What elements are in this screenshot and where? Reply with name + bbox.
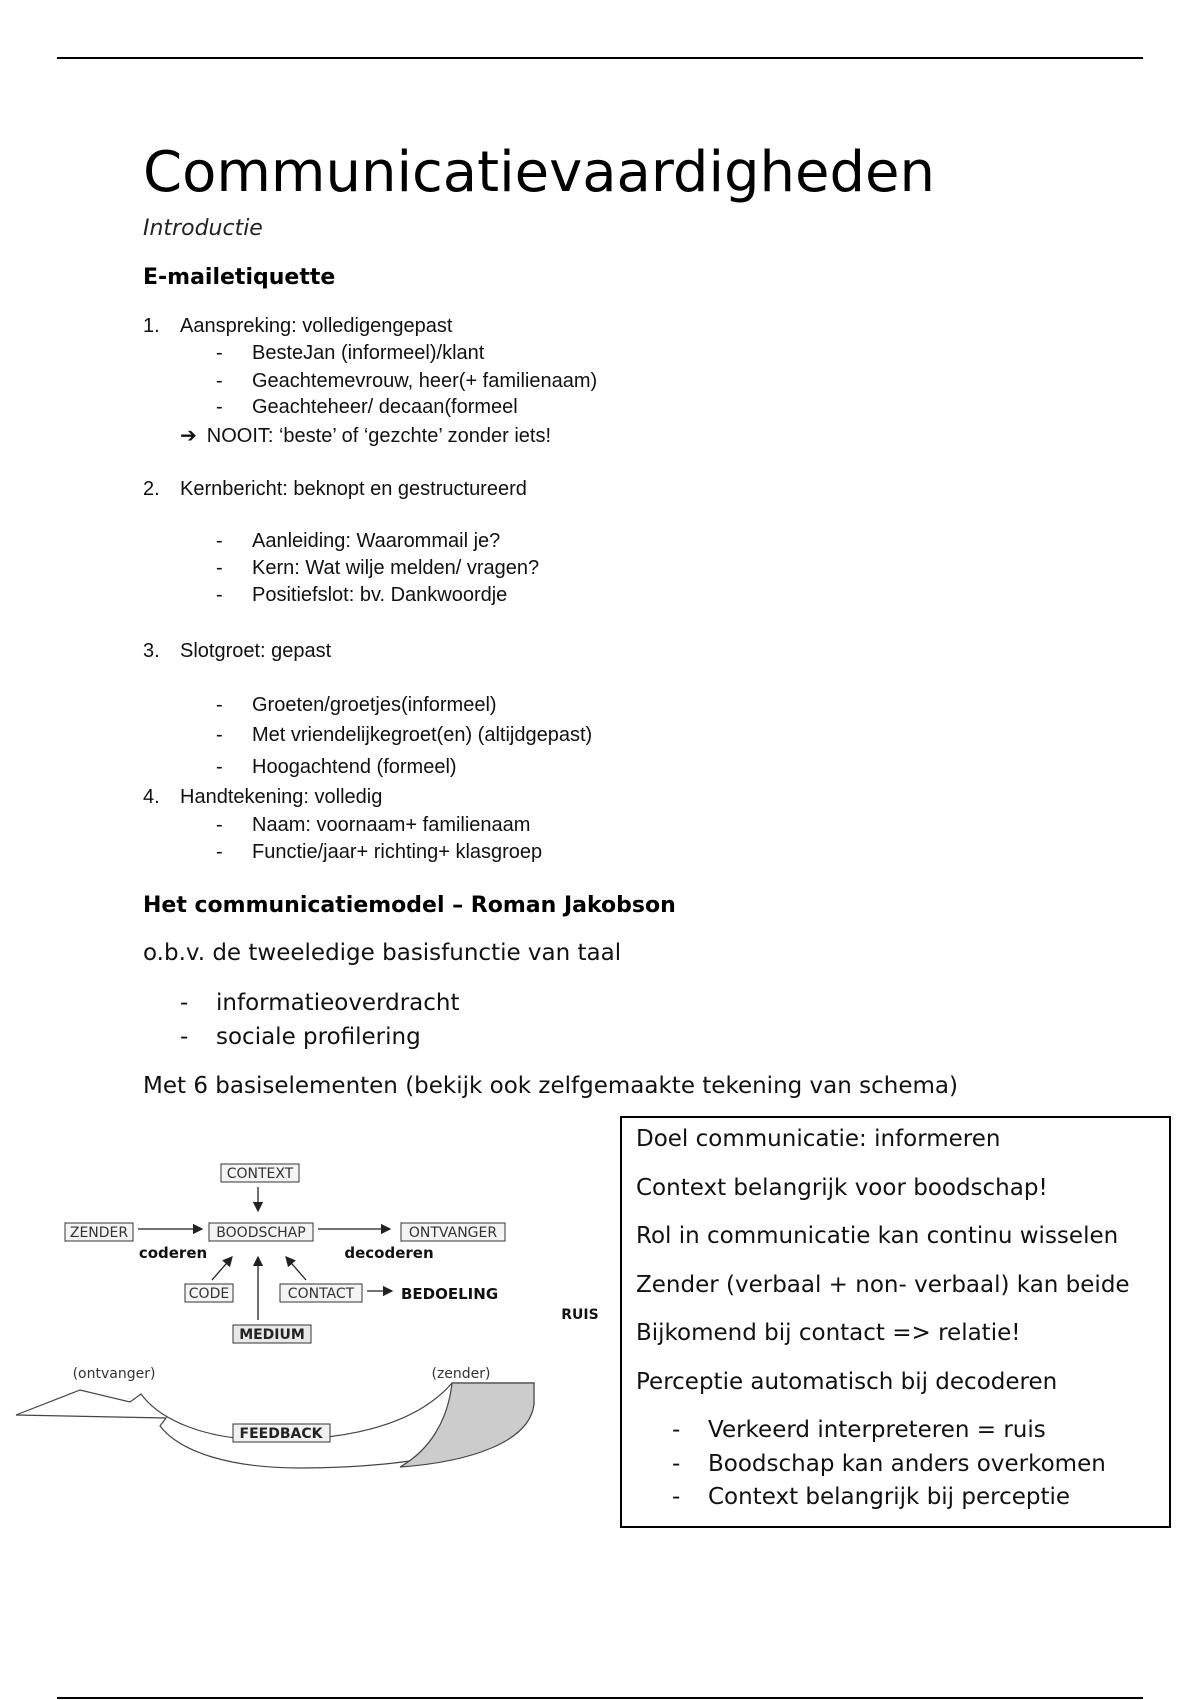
arrow-right-icon: ➔ — [180, 423, 197, 447]
dash: - — [216, 370, 223, 392]
subitem-text: Geachtemevrouw, heer(+ familienaam) — [252, 370, 598, 392]
summary-subitem: Verkeerd interpreteren = ruis — [708, 1417, 1046, 1443]
dash: - — [180, 990, 189, 1016]
function-item: sociale profilering — [216, 1024, 421, 1050]
summary-line: Rol in communicatie kan continu wisselen — [636, 1223, 1119, 1249]
model-intro: o.b.v. de tweeledige basisfunctie van taal — [143, 940, 622, 966]
medium-label: MEDIUM — [239, 1327, 305, 1343]
subitem-text: Geachteheer/ decaan(formeel — [252, 396, 518, 418]
subitem-text: Naam: voornaam+ familienaam — [252, 814, 531, 836]
item-text: Kernbericht: beknopt en gestructureerd — [180, 478, 527, 500]
dash: - — [672, 1417, 681, 1443]
dash: - — [216, 530, 223, 552]
bottom-rule — [57, 1697, 1143, 1699]
zender-label: ZENDER — [69, 1225, 129, 1241]
ontvanger-role-label: (ontvanger) — [72, 1366, 156, 1382]
dash: - — [216, 841, 223, 863]
item-number: 2. — [143, 478, 160, 500]
summary-subitem: Context belangrijk bij perceptie — [708, 1484, 1071, 1510]
dash: - — [216, 694, 223, 716]
summary-line: Context belangrijk voor boodschap! — [636, 1175, 1048, 1201]
item-number: 4. — [143, 786, 160, 808]
item-number: 3. — [143, 640, 160, 662]
warning-line — [180, 423, 551, 448]
subitem-text: Aanleiding: Waarommail je? — [252, 530, 501, 552]
subitem-text: Met vriendelijkegroet(en) (altijdgepast) — [252, 724, 593, 746]
decoderen-label: decoderen — [344, 1244, 434, 1262]
coderen-label: coderen — [138, 1244, 208, 1262]
dash: - — [216, 342, 223, 364]
dash: - — [672, 1451, 681, 1477]
warning-text: NOOIT: ‘beste’ of ‘gezchte’ zonder iets! — [206, 425, 551, 447]
summary-line: Doel communicatie: informeren — [636, 1126, 1001, 1152]
item-text: Aanspreking: volledigengepast — [180, 315, 453, 337]
item-text: Handtekening: volledig — [180, 786, 383, 808]
item-number: 1. — [143, 315, 160, 337]
dash: - — [216, 396, 223, 418]
subitem-text: Kern: Wat wilje melden/ vragen? — [252, 557, 540, 579]
subitem-text: BesteJan (informeel)/klant — [252, 342, 485, 364]
dash: - — [216, 584, 223, 606]
subitem-text: Hoogachtend (formeel) — [252, 756, 457, 778]
page-title: Communicatievaardigheden — [143, 140, 935, 205]
dash: - — [672, 1484, 681, 1510]
dash: - — [216, 814, 223, 836]
subitem-text: Functie/jaar+ richting+ klasgroep — [252, 841, 543, 863]
summary-subitem: Boodschap kan anders overkomen — [708, 1451, 1106, 1477]
boodschap-label: BOODSCHAP — [216, 1225, 306, 1241]
dash: - — [216, 724, 223, 746]
model-section-heading: Het communicatiemodel – Roman Jakobson — [143, 893, 676, 918]
zender-role-label: (zender) — [431, 1366, 491, 1382]
code-label: CODE — [188, 1286, 230, 1302]
function-item: informatieoverdracht — [216, 990, 460, 1016]
feedback-label: FEEDBACK — [239, 1426, 323, 1442]
context-label: CONTEXT — [226, 1166, 294, 1182]
bedoeling-label: BEDOELING — [401, 1285, 499, 1303]
summary-line: Zender (verbaal + non- verbaal) kan beide — [636, 1272, 1130, 1298]
item-text: Slotgroet: gepast — [180, 640, 332, 662]
ontvanger-label: ONTVANGER — [408, 1225, 498, 1241]
elements-line: Met 6 basiselementen (bekijk ook zelfgemaakte tekening van schema) — [143, 1073, 958, 1099]
dash: - — [216, 557, 223, 579]
dash: - — [216, 756, 223, 778]
email-section-heading: E-mailetiquette — [143, 265, 336, 290]
top-rule — [57, 57, 1143, 59]
subitem-text: Positiefslot: bv. Dankwoordje — [252, 584, 508, 606]
summary-line: Bijkomend bij contact => relatie! — [636, 1320, 1021, 1346]
contact-arrow — [286, 1257, 306, 1280]
subitem-text: Groeten/groetjes(informeel) — [252, 694, 497, 716]
summary-box — [620, 1116, 1171, 1528]
contact-label: CONTACT — [287, 1286, 355, 1302]
ruis-label: RUIS — [561, 1307, 599, 1323]
summary-line: Perceptie automatisch bij decoderen — [636, 1369, 1058, 1395]
page-subtitle: Introductie — [143, 216, 263, 241]
code-arrow — [212, 1257, 232, 1280]
dash: - — [180, 1024, 189, 1050]
communication-model-diagram — [0, 1150, 620, 1480]
